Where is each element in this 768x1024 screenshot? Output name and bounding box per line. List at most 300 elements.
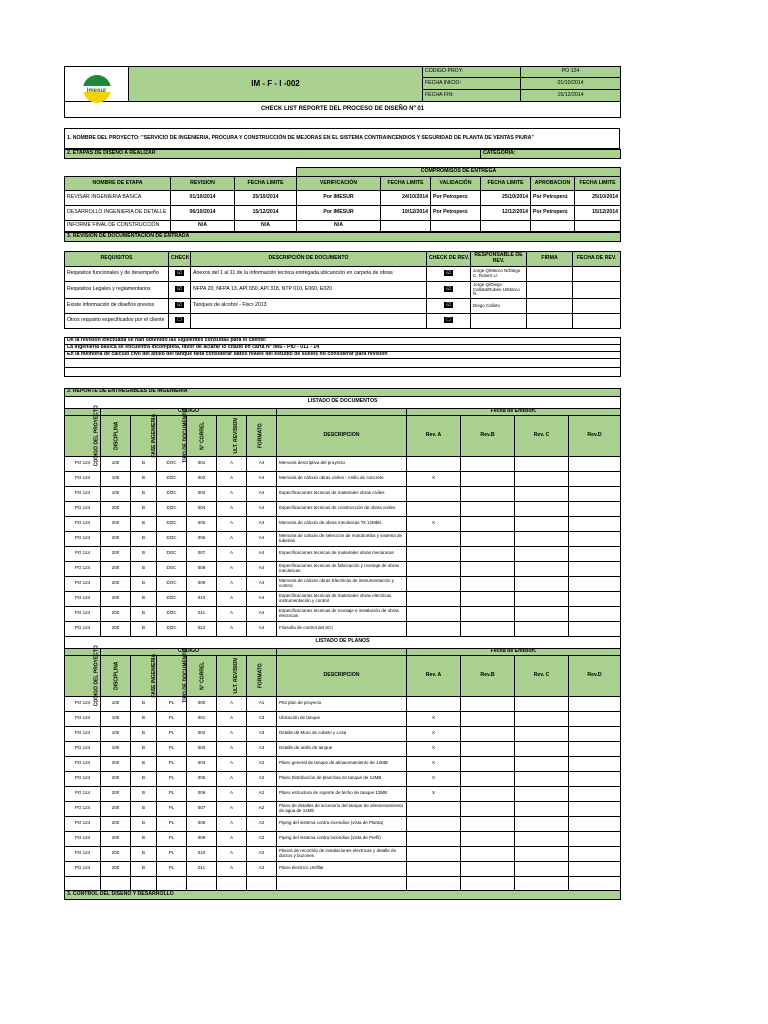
column-header: DESCRIPCION: [277, 655, 407, 696]
cell: A: [217, 546, 247, 561]
cell: [407, 846, 461, 861]
cell: [461, 471, 515, 486]
cell: B: [131, 801, 157, 816]
column-header: VERIFICACIÓN: [297, 177, 381, 191]
cell: A2: [247, 756, 277, 771]
cell: 200: [101, 546, 131, 561]
field-label: FECHA INICIO:: [423, 78, 521, 90]
cell: [569, 471, 621, 486]
cell: A2: [247, 861, 277, 876]
cell: 006: [187, 786, 217, 801]
cell: [515, 771, 569, 786]
cell: B: [131, 696, 157, 711]
cell: [569, 531, 621, 546]
cell: Filosofia de control del SCI: [277, 621, 407, 636]
table-row: [65, 861, 621, 876]
cell: 009: [187, 831, 217, 846]
table-row: [65, 456, 621, 471]
cell: Memoria descriptiva del proyecto: [277, 456, 407, 471]
cell: Jorge Q/Diego Callota/Ruben U/Marco N.: [471, 282, 527, 299]
codigo-label: CODIGO: [101, 648, 277, 655]
cell: [569, 486, 621, 501]
cell: B: [131, 621, 157, 636]
cell: [461, 576, 515, 591]
column-header: DESCRIPCION: [277, 415, 407, 456]
cell: X: [407, 726, 461, 741]
cell: [461, 561, 515, 576]
table-row: [65, 786, 621, 801]
cell: 200: [101, 576, 131, 591]
cell: A4: [247, 576, 277, 591]
cell: A: [217, 516, 247, 531]
checkbox[interactable]: ☑: [175, 302, 184, 308]
table-row: [65, 711, 621, 726]
cell: 24/10/2014: [381, 191, 431, 206]
cell: [461, 531, 515, 546]
cell: PL: [157, 726, 187, 741]
table-row: [65, 314, 621, 329]
cell: [461, 756, 515, 771]
column-header: FASE INGENIERIA: [131, 655, 157, 696]
cell: INFORME FINAL DE CONSTRUCCIÓN: [65, 221, 171, 232]
cell: Por Petroperú: [531, 191, 575, 206]
cell: A: [217, 786, 247, 801]
cell: [569, 861, 621, 876]
cell: A4: [247, 546, 277, 561]
cell: B: [131, 711, 157, 726]
cell: X: [407, 516, 461, 531]
table-row: [65, 486, 621, 501]
column-header: REVISION: [171, 177, 235, 191]
cell: PO 124: [65, 621, 101, 636]
cell: Piping del sistema contra incendios (vista de Perfil): [277, 831, 407, 846]
cell: DOC: [157, 456, 187, 471]
column-header: Rev.B: [461, 415, 515, 456]
cell: B: [131, 816, 157, 831]
cell: B: [131, 471, 157, 486]
cell: DOC: [157, 516, 187, 531]
table-row: [65, 831, 621, 846]
section-title: 3. REVISIÓN DE DOCUMENTACIÓN DE ENTRADA: [65, 233, 621, 242]
cell: [515, 726, 569, 741]
cell: 25/10/2014: [235, 191, 297, 206]
cell: A1: [247, 696, 277, 711]
cell: DOC: [157, 606, 187, 621]
cell: [515, 741, 569, 756]
cell: [461, 726, 515, 741]
cell: PO 124: [65, 546, 101, 561]
cell: [407, 576, 461, 591]
codigo-label: CODIGO: [101, 408, 277, 415]
cell: X: [407, 756, 461, 771]
stages-header-row: [65, 177, 621, 191]
cell: PL: [157, 741, 187, 756]
logo-text: imesur: [86, 88, 107, 95]
table-row: [65, 726, 621, 741]
column-header: Rev.B: [461, 655, 515, 696]
column-header: ULT. REVISION: [217, 415, 247, 456]
table-row: [65, 191, 621, 206]
cell: N/A: [235, 221, 297, 232]
cell: [407, 831, 461, 846]
commitments-title: COMPROMISOS DE ENTREGA: [297, 168, 621, 177]
cell: [515, 576, 569, 591]
cell: PO 124: [65, 531, 101, 546]
cell: [407, 801, 461, 816]
cell: A: [217, 621, 247, 636]
cell: [569, 501, 621, 516]
cell: B: [131, 531, 157, 546]
table-row: [65, 846, 621, 861]
cell: [407, 816, 461, 831]
checkbox[interactable]: ☑: [175, 286, 184, 292]
cell: [461, 786, 515, 801]
cell: Otros requisito especificados por el cliente: [65, 314, 169, 329]
cell: [569, 831, 621, 846]
fecha-label: Fecha de Emision.: [407, 648, 621, 655]
cell: Tanques de alcohol - Fiscr 2013: [191, 299, 427, 314]
cell: 003: [187, 741, 217, 756]
cell: [515, 531, 569, 546]
cell: Detalle de anillo de tanque: [277, 741, 407, 756]
cell: [407, 486, 461, 501]
cell: B: [131, 756, 157, 771]
cell: PL: [157, 696, 187, 711]
cell: 008: [187, 561, 217, 576]
cell: Memoria de cálculo obras Electricas de instrumentación y control: [277, 576, 407, 591]
cell: PL: [157, 831, 187, 846]
cell: Por IMESUR: [297, 191, 381, 206]
cell: [461, 801, 515, 816]
checkbox[interactable]: ☐: [444, 317, 453, 323]
column-header: Rev. C: [515, 415, 569, 456]
cell: A: [217, 741, 247, 756]
table-row: [65, 516, 621, 531]
cell: [515, 846, 569, 861]
cell: A: [217, 801, 247, 816]
cell: [569, 816, 621, 831]
cell: Requisitos Legales y reglamentarios: [65, 282, 169, 299]
cell: DOC: [157, 621, 187, 636]
docs-header-row: [65, 415, 621, 456]
cell: A2: [247, 771, 277, 786]
cell: 200: [101, 516, 131, 531]
cell: DOC: [157, 531, 187, 546]
cell: 009: [187, 576, 217, 591]
cell: 005: [187, 516, 217, 531]
cell: 100: [101, 486, 131, 501]
cell: B: [131, 861, 157, 876]
cell: A: [217, 591, 247, 606]
cell: X: [407, 471, 461, 486]
cell: A: [217, 456, 247, 471]
cell: X: [407, 741, 461, 756]
cell: [461, 501, 515, 516]
cell: [569, 516, 621, 531]
cell: [407, 606, 461, 621]
cell: Por Petroperú: [531, 206, 575, 221]
cell: A: [217, 531, 247, 546]
cell: [407, 591, 461, 606]
checkbox[interactable]: ☑: [444, 286, 453, 292]
cell: [407, 456, 461, 471]
cell: B: [131, 786, 157, 801]
cell: [515, 786, 569, 801]
cell: 100: [101, 726, 131, 741]
table-row: [65, 501, 621, 516]
cell: B: [131, 771, 157, 786]
cell: B: [131, 576, 157, 591]
column-header: Rev. C: [515, 655, 569, 696]
cell: PL: [157, 846, 187, 861]
cell: [515, 621, 569, 636]
cell: [461, 846, 515, 861]
cell: [461, 696, 515, 711]
cell: DOC: [157, 486, 187, 501]
cell: [461, 606, 515, 621]
cell: [569, 726, 621, 741]
checkbox[interactable]: ☑: [444, 270, 453, 276]
cell: Plano Distribución de planchas en tanque de 12MB: [277, 771, 407, 786]
cell: B: [131, 486, 157, 501]
cell: B: [131, 591, 157, 606]
cell: PO 124: [65, 831, 101, 846]
cell: Plano de detalles de accesorio del tanque de almacenamiento de agua de 12Mb: [277, 801, 407, 816]
cell: DESARROLLO INGENIERIA DE DETALLE: [65, 206, 171, 221]
table-row: [65, 546, 621, 561]
page-title: CHECK LIST REPORTE DEL PROCESO DE DISEÑO Nº 01: [65, 102, 621, 118]
cell: [515, 696, 569, 711]
cell: [461, 831, 515, 846]
column-header: N° CORREL: [187, 415, 217, 456]
checkbox[interactable]: ☑: [444, 302, 453, 308]
cell: [569, 546, 621, 561]
cell: 200: [101, 591, 131, 606]
column-header: FECHA DE REV.: [573, 252, 621, 267]
section-title: 2. ETAPAS DE DISEÑO A REALIZAR: [65, 150, 481, 159]
column-header: TIPO DE DOCUMENTO: [157, 415, 187, 456]
cell: [569, 711, 621, 726]
cell: B: [131, 546, 157, 561]
cell: A4: [247, 606, 277, 621]
cell: [569, 591, 621, 606]
cell: 000: [187, 696, 217, 711]
cell: NFPA 20, NFPA 13, API 650, API 318, NTP 010, E060, E020: [191, 282, 427, 299]
column-header: APROBACION: [531, 177, 575, 191]
cell: [461, 711, 515, 726]
cell: DOC: [157, 591, 187, 606]
cell: 005: [187, 771, 217, 786]
cell: Jorge Q/Marco N/Diego C. Rubert U.: [471, 267, 527, 282]
cell: [461, 546, 515, 561]
column-header: FECHA LIMITE: [481, 177, 531, 191]
cell: [515, 711, 569, 726]
field-value: 15/12/2014: [521, 90, 621, 102]
column-header: CHECK: [169, 252, 191, 267]
cell: PO 124: [65, 801, 101, 816]
inputs-header-row: [65, 252, 621, 267]
section-title: 3. REPORTE DE ENTREGABLES DE INGENIERIA: [65, 388, 621, 396]
cell: A: [217, 471, 247, 486]
cell: PO 124: [65, 741, 101, 756]
cell: A4: [247, 516, 277, 531]
cell: 100: [101, 471, 131, 486]
field-value: PO 124: [521, 67, 621, 78]
cell: A2: [247, 831, 277, 846]
column-header: FORMATO: [247, 655, 277, 696]
cell: PO 124: [65, 501, 101, 516]
docs-list-title: LISTADO DE DOCUMENTOS: [65, 396, 621, 408]
cell: PL: [157, 801, 187, 816]
table-row: [65, 741, 621, 756]
cell: [515, 861, 569, 876]
column-header: DISCIPLINA: [101, 415, 131, 456]
column-header: DESCRIPCIÓN DE DOCUMENTO: [191, 252, 427, 267]
column-header: FASE INGENIERIA: [131, 415, 157, 456]
cell: [569, 846, 621, 861]
cell: Piping del sistema contra incendios (vista de Planta): [277, 816, 407, 831]
cell: PO 124: [65, 711, 101, 726]
table-row: [65, 606, 621, 621]
cell: 010: [187, 591, 217, 606]
cell: A2: [247, 786, 277, 801]
cell: [461, 816, 515, 831]
cell: [515, 606, 569, 621]
cell: PO 124: [65, 606, 101, 621]
cell: B: [131, 741, 157, 756]
column-header: Rev.D: [569, 655, 621, 696]
cell: 006: [187, 531, 217, 546]
column-header: Rev.D: [569, 415, 621, 456]
cell: [407, 501, 461, 516]
cell: Especificaciones tecnicas de materiales obras mecánicas: [277, 546, 407, 561]
column-header: FIRMA: [527, 252, 573, 267]
cell: 004: [187, 501, 217, 516]
company-logo: [65, 67, 129, 102]
cell: [569, 801, 621, 816]
cell: A2: [247, 846, 277, 861]
cell: Diego Calloto: [471, 299, 527, 314]
cell: 012: [187, 621, 217, 636]
project-name: 1. NOMBRE DEL PROYECTO: "SERVICIO DE INGENIERIA, PROCURA Y CONSTRUCCIÓN DE MEJORAS EN EL SISTEMA CONTRAINCENDIOS Y SEGURIDAD DE PLANTA DE VENTAS PIURA": [65, 129, 620, 149]
cell: 008: [187, 816, 217, 831]
table-row: [65, 299, 621, 314]
cell: 200: [101, 771, 131, 786]
cell: DOC: [157, 471, 187, 486]
cell: A4: [247, 531, 277, 546]
cell: DOC: [157, 501, 187, 516]
cell: 200: [101, 621, 131, 636]
cell: 200: [101, 801, 131, 816]
cell: 25/10/2014: [575, 191, 621, 206]
cell: [515, 831, 569, 846]
cell: [461, 621, 515, 636]
table-row: [65, 591, 621, 606]
cell: REVISAR INGENIERIA BASICA: [65, 191, 171, 206]
cell: 200: [101, 831, 131, 846]
cell: [515, 816, 569, 831]
cell: [569, 756, 621, 771]
table-row: [65, 621, 621, 636]
cell: A: [217, 861, 247, 876]
cell: Memoria de calculo de selección de motobomba y sistema de tuberias: [277, 531, 407, 546]
cell: DOC: [157, 546, 187, 561]
table-row: [65, 756, 621, 771]
cell: PO 124: [65, 726, 101, 741]
table-row: [65, 696, 621, 711]
cell: B: [131, 606, 157, 621]
cell: 200: [101, 861, 131, 876]
cell: Especificaciones tecnicas de construcción de obras civiles: [277, 501, 407, 516]
cell: Por IMESUR: [297, 206, 381, 221]
cell: A: [217, 711, 247, 726]
cell: [569, 696, 621, 711]
stages-table: [64, 149, 621, 232]
column-header: NOMBRE DE ETAPA: [65, 177, 171, 191]
cell: A: [217, 726, 247, 741]
cell: 200: [101, 786, 131, 801]
cell: [515, 501, 569, 516]
cell: A: [217, 846, 247, 861]
cell: Existe información de diseños previos: [65, 299, 169, 314]
checkbox[interactable]: ☐: [175, 317, 184, 323]
notes-title: De la revisión efectuada se han obtenido las siguientes consultas para el cliente:: [65, 338, 621, 345]
plans-header-row: [65, 655, 621, 696]
cell: [461, 486, 515, 501]
cell: A2: [247, 816, 277, 831]
cell: Especificaciones tecnicas de materiales obras civiles: [277, 486, 407, 501]
cell: Especificaciones tecnicas de materiales obras electricas, instrumentación y control: [277, 591, 407, 606]
cell: PO 124: [65, 861, 101, 876]
cell: A4: [247, 456, 277, 471]
column-header: N° CORREL: [187, 655, 217, 696]
cell: Memoria de cálculo de obras mecánicas Tk 12Mbls: [277, 516, 407, 531]
cell: [407, 696, 461, 711]
cell: Memoria de cálculo obras civiles - Anillo de concreto: [277, 471, 407, 486]
cell: [407, 546, 461, 561]
column-header: REQUISITOS: [65, 252, 169, 267]
section-title: 3. CONTROL DEL DISEÑO Y DESARROLLO: [65, 890, 621, 899]
field-label: FECHA FIN:: [423, 90, 521, 102]
column-header: RESPONSABLE DE REV.: [471, 252, 527, 267]
cell: 12/12/2014: [481, 206, 531, 221]
cell: [461, 516, 515, 531]
cell: [515, 486, 569, 501]
cell: A2: [247, 801, 277, 816]
cell: 200: [101, 561, 131, 576]
cell: A: [217, 501, 247, 516]
cell: 010: [187, 846, 217, 861]
cell: B: [131, 501, 157, 516]
checkbox[interactable]: ☑: [175, 270, 184, 276]
cell: Anexos del 1 al 11 de la información tecnica entregada ubicanción en carpeta de obras: [191, 267, 427, 282]
column-header: FECHA LIMITE: [235, 177, 297, 191]
cell: PL: [157, 771, 187, 786]
cell: 100: [101, 456, 131, 471]
project-table: [64, 128, 620, 149]
cell: X: [407, 786, 461, 801]
cell: PO 124: [65, 786, 101, 801]
category-label: CATEGORIA:: [481, 150, 621, 159]
cell: PL: [157, 711, 187, 726]
cell: 007: [187, 801, 217, 816]
cell: PO 124: [65, 816, 101, 831]
cell: Plano general de tanque de almacenamiento de 12MB: [277, 756, 407, 771]
cell: [407, 561, 461, 576]
column-header: ULT. REVISION: [217, 655, 247, 696]
column-header: DISCIPLINA: [101, 655, 131, 696]
cell: [515, 516, 569, 531]
